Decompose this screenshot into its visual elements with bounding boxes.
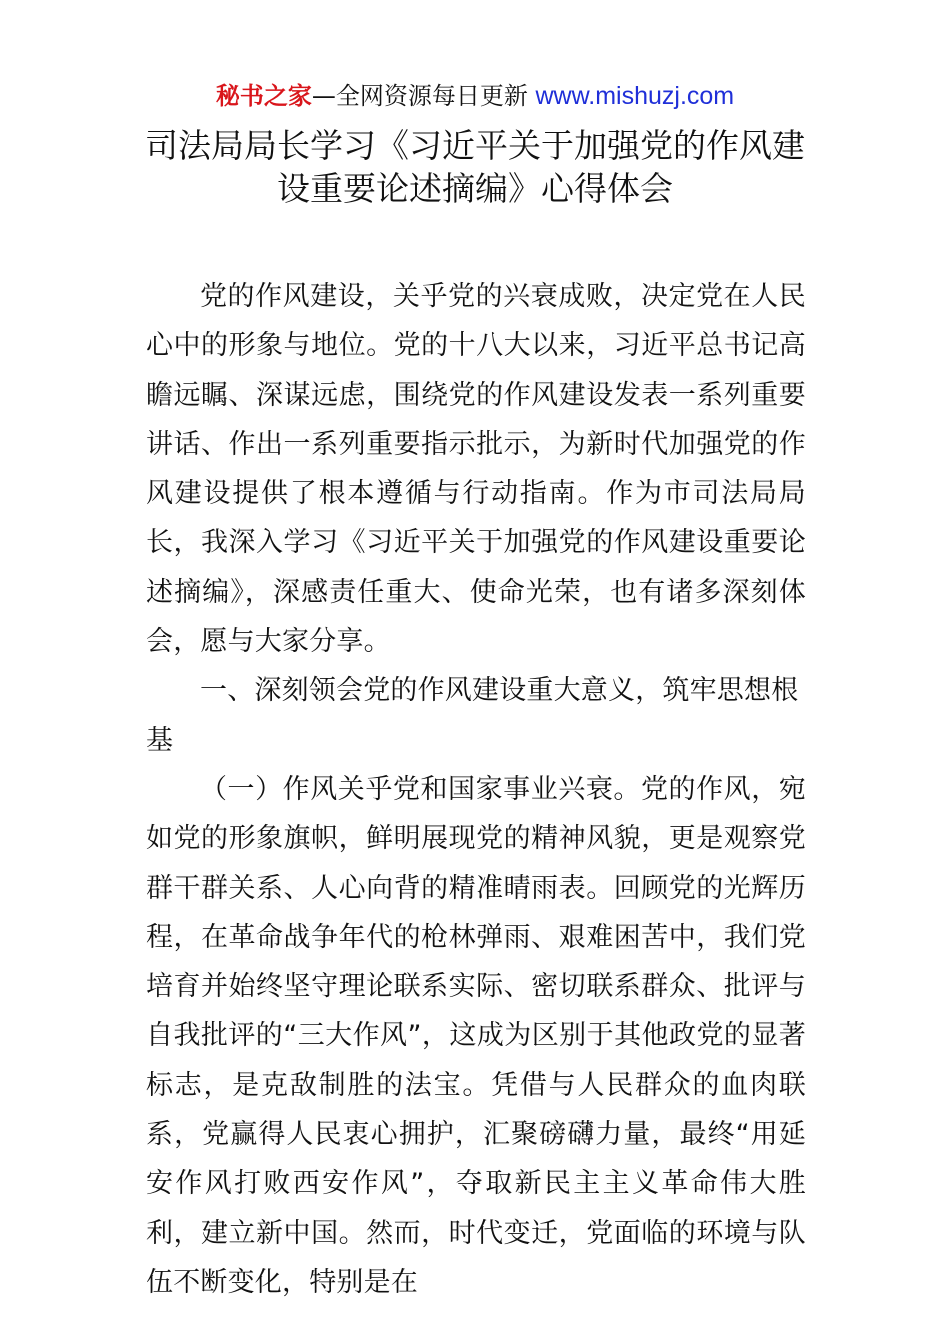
document-title xyxy=(0,124,950,210)
section-heading-1: 一、深刻领会党的作风建设重大意义，筑牢思想根基 xyxy=(146,675,799,756)
title-line-2: 设重要论述摘编》心得体会 xyxy=(277,169,673,208)
document-body xyxy=(146,272,806,1307)
body-paragraph-intro: 党的作风建设，关乎党的兴衰成败，决定党在人民心中的形象与地位。党的十八大以来，习近平总书记高瞻远瞩、深谋远虑，围绕党的作风建设发表一系列重要讲话、作出一系列重要指示批示，为新时代加强党的作风建设提供了根本遵循与行动指南。作为市司法局局长，我深入学习《习近平关于加强党的作风建设重要论述摘编》，深感责任重大、使命光荣，也有诸多深刻体会，愿与大家分享。 xyxy=(146,281,806,658)
site-banner xyxy=(0,80,950,112)
site-brand: 秘书之家 xyxy=(215,82,312,110)
site-url-link[interactable]: www.mishuzj.com xyxy=(535,82,735,110)
body-paragraph-1-1: （一）作风关乎党和国家事业兴衰。党的作风，宛如党的形象旗帜，鲜明展现党的精神风貌，更是观察党群干群关系、人心向背的精准晴雨表。回顾党的光辉历程，在革命战争年代的枪林弹雨、艰难困苦中，我们党培育并始终坚守理论联系实际、密切联系群众、批评与自我批评的“三大作风”，这成为区别于其他政党的显著标志，是克敌制胜的法宝。凭借与人民群众的血肉联系，党赢得人民衷心拥护，汇聚磅礴力量，最终“用延安作风打败西安作风”，夺取新民主主义革命伟大胜利，建立新中国。然而，时代变迁，党面临的环境与队伍不断变化，特别是在 xyxy=(146,773,806,1298)
site-tagline: —全网资源每日更新 xyxy=(311,82,536,110)
title-line-1: 司法局局长学习《习近平关于加强党的作风建 xyxy=(145,126,805,165)
